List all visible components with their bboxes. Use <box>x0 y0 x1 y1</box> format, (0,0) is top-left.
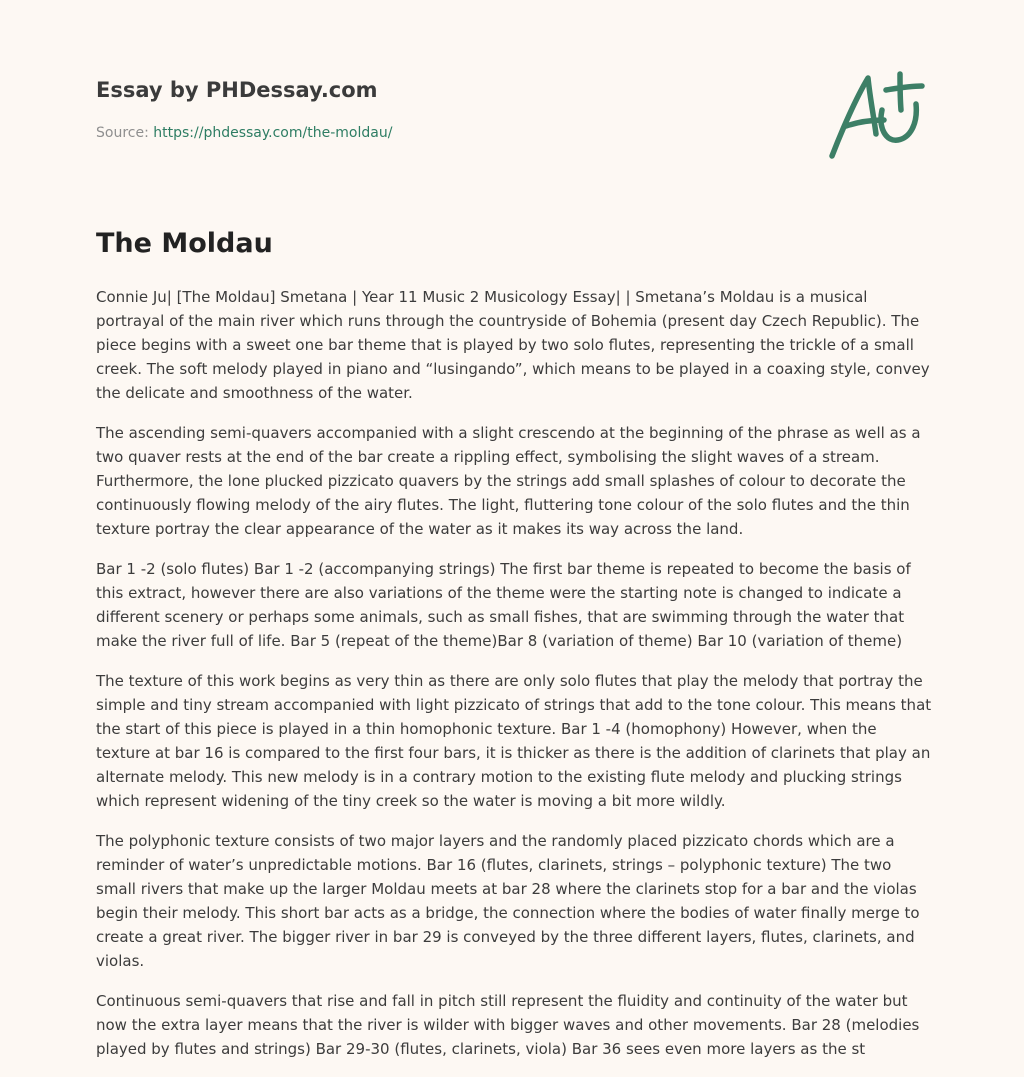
essay-paragraph: Bar 1 -2 (solo flutes) Bar 1 -2 (accompanying strings) The first bar theme is repeated to become the basis of this extract, however there are also variations of the theme were the starting note is changed to indicate a different scenery or perhaps some animals, such as small fishes, that are swimming through the water that make the river full of life. Bar 5 (repeat of the theme)Bar 8 (variation of theme) Bar 10 (variation of theme) <box>96 560 911 650</box>
source-label: Source: <box>96 125 149 141</box>
essay-paragraph: The texture of this work begins as very thin as there are only solo flutes that play the melody that portray the simple and tiny stream accompanied with light pizzicato of strings that add to the tone colour. This means that the start of this piece is played in a thin homophonic texture. Bar 1 -4 (homophony) However, when the texture at bar 16 is compared to the first four bars, it is thicker as there is the addition of clarinets that play an alternate melody. This new melody is in a contrary motion to the existing flute melody and plucking strings which represent widening of the tiny creek so the water is moving a bit more wildly. <box>96 672 932 810</box>
essay-body <box>96 285 932 1077</box>
brand-title: Essay by PHDessay.com <box>96 78 378 102</box>
essay-title: The Moldau <box>96 228 273 259</box>
source-line <box>96 124 392 142</box>
essay-paragraph: Continuous semi-quavers that rise and fall in pitch still represent the fluidity and continuity of the water but now the extra layer means that the river is wilder with bigger waves and other movements. Bar 28 (melodies played by flutes and strings) Bar 29-30 (flutes, clarinets, viola) Bar 36 sees even more layers as the st <box>96 992 920 1058</box>
essay-header <box>96 76 928 176</box>
essay-paragraph: Connie Ju| [The Moldau] Smetana | Year 11 Music 2 Musicology Essay| | Smetana’s Moldau is a musical portrayal of the main river which runs through the countryside of Bohemia (present day Czech Republic). The piece begins with a sweet one bar theme that is played by two solo flutes, representing the trickle of a small creek. The soft melody played in piano and “lusingando”, which means to be played in a coaxing style, convey the delicate and smoothness of the water. <box>96 288 930 402</box>
essay-paragraph: The polyphonic texture consists of two major layers and the randomly placed pizzicato chords which are a reminder of water’s unpredictable motions. Bar 16 (flutes, clarinets, strings – polyphonic texture) The two small rivers that make up the larger Moldau meets at bar 28 where the clarinets stop for a bar and the violas begin their melody. This short bar acts as a bridge, the connection where the bodies of water finally merge to create a great river. The bigger river in bar 29 is conveyed by the three different layers, flutes, clarinets, and violas. <box>96 832 920 970</box>
a-plus-logo-icon <box>824 68 928 164</box>
essay-paragraph: The ascending semi-quavers accompanied with a slight crescendo at the beginning of the phrase as well as a two quaver rests at the end of the bar create a rippling effect, symbolising the slight waves of a stream. Furthermore, the lone plucked pizzicato quavers by the strings add small splashes of colour to decorate the continuously flowing melody of the airy flutes. The light, fluttering tone colour of the solo flutes and the thin texture portray the clear appearance of the water as it makes its way across the land. <box>96 424 921 538</box>
source-link[interactable]: https://phdessay.com/the-moldau/ <box>153 125 393 141</box>
